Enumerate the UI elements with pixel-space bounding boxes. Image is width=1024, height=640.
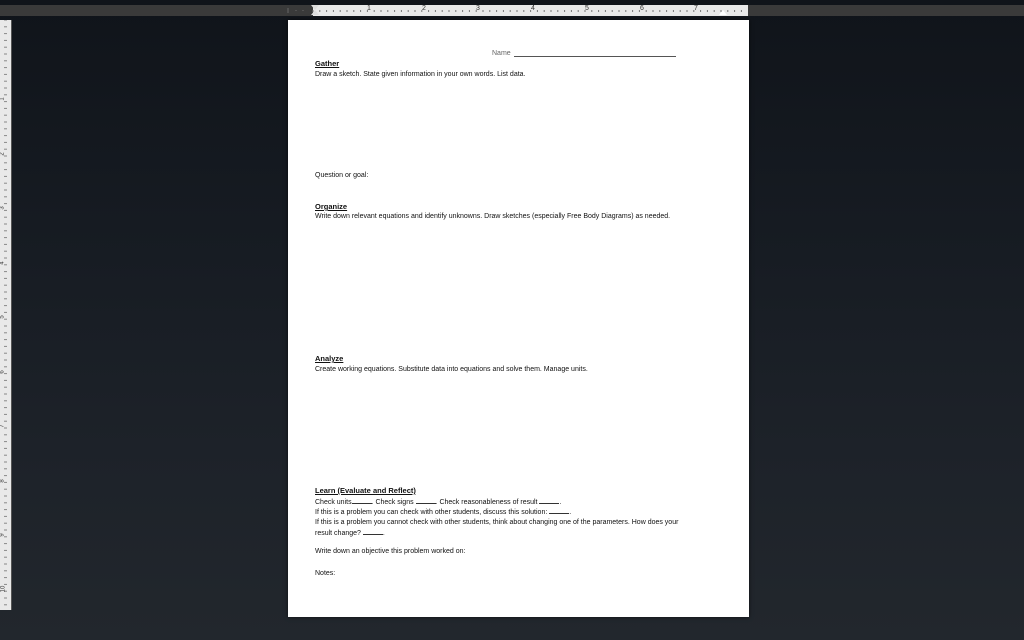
vruler-label-6: 6 — [0, 370, 6, 374]
discuss-blank[interactable] — [549, 507, 572, 516]
ruler-label-5: 5 — [585, 5, 589, 12]
gather-heading: Gather — [315, 59, 340, 68]
result-change-label: result change? — [315, 530, 361, 537]
organize-instruction: Write down relevant equations and identify unknowns. Draw sketches (especially Free Body Diagrams) as needed. — [315, 213, 671, 220]
horizontal-ruler[interactable] — [0, 5, 1024, 16]
ruler-label-2: 2 — [422, 5, 426, 12]
check-units-label: Check units — [315, 499, 352, 506]
name-label: Name — [492, 50, 511, 57]
gather-instruction: Draw a sketch. State given information in your own words. List data. — [315, 71, 526, 78]
vruler-label-10: 10 — [0, 585, 7, 593]
vruler-label-4: 4 — [0, 261, 6, 265]
check-units-blank[interactable] — [352, 497, 372, 504]
notes-label: Notes: — [315, 570, 336, 577]
can-check-label: If this is a problem you can check with other students, discuss this solution: — [315, 509, 548, 516]
can-check-line — [315, 507, 571, 517]
ruler-label-4: 4 — [531, 5, 535, 12]
cannot-check-line-1: If this is a problem you cannot check with other students, think about changing one of the parameters. How does your — [315, 519, 679, 526]
ruler-label-1: 1 — [367, 5, 371, 12]
check-reasonable-label: . Check reasonableness of result — [435, 499, 538, 506]
check-reasonable-blank[interactable] — [539, 497, 562, 506]
ruler-label-7: 7 — [694, 5, 698, 12]
analyze-heading: Analyze — [315, 354, 344, 363]
result-change-end: . — [382, 530, 385, 537]
check-signs-label: . Check signs — [371, 499, 414, 506]
check-line-end: . — [559, 499, 562, 506]
cannot-check-line-2 — [315, 528, 385, 538]
right-indent-marker[interactable] — [719, 10, 727, 15]
vertical-ruler[interactable] — [0, 20, 12, 610]
name-field-line[interactable] — [514, 56, 676, 57]
vruler-label-9: 9 — [0, 533, 6, 537]
vruler-label-5: 5 — [0, 315, 6, 319]
learn-heading: Learn (Evaluate and Reflect) — [315, 486, 416, 495]
check-signs-blank[interactable] — [416, 497, 436, 504]
organize-heading: Organize — [315, 202, 348, 211]
question-label: Question or goal: — [315, 172, 369, 179]
objective-label: Write down an objective this problem worked on: — [315, 548, 466, 555]
check-line — [315, 497, 561, 507]
vruler-label-1: 1 — [0, 97, 6, 101]
vruler-label-8: 8 — [0, 479, 6, 483]
ruler-ticks — [0, 5, 1024, 16]
vruler-label-3: 3 — [0, 206, 6, 210]
vruler-label-7: 7 — [0, 424, 6, 428]
vruler-label-2: 2 — [0, 152, 6, 156]
ruler-label-6: 6 — [640, 5, 644, 12]
analyze-instruction: Create working equations. Substitute data into equations and solve them. Manage units. — [315, 366, 588, 373]
document-page[interactable] — [288, 20, 749, 617]
ruler-label-3: 3 — [476, 5, 480, 12]
hanging-indent-marker[interactable] — [311, 10, 319, 15]
can-check-end: . — [569, 509, 572, 516]
result-change-blank[interactable] — [363, 528, 383, 535]
